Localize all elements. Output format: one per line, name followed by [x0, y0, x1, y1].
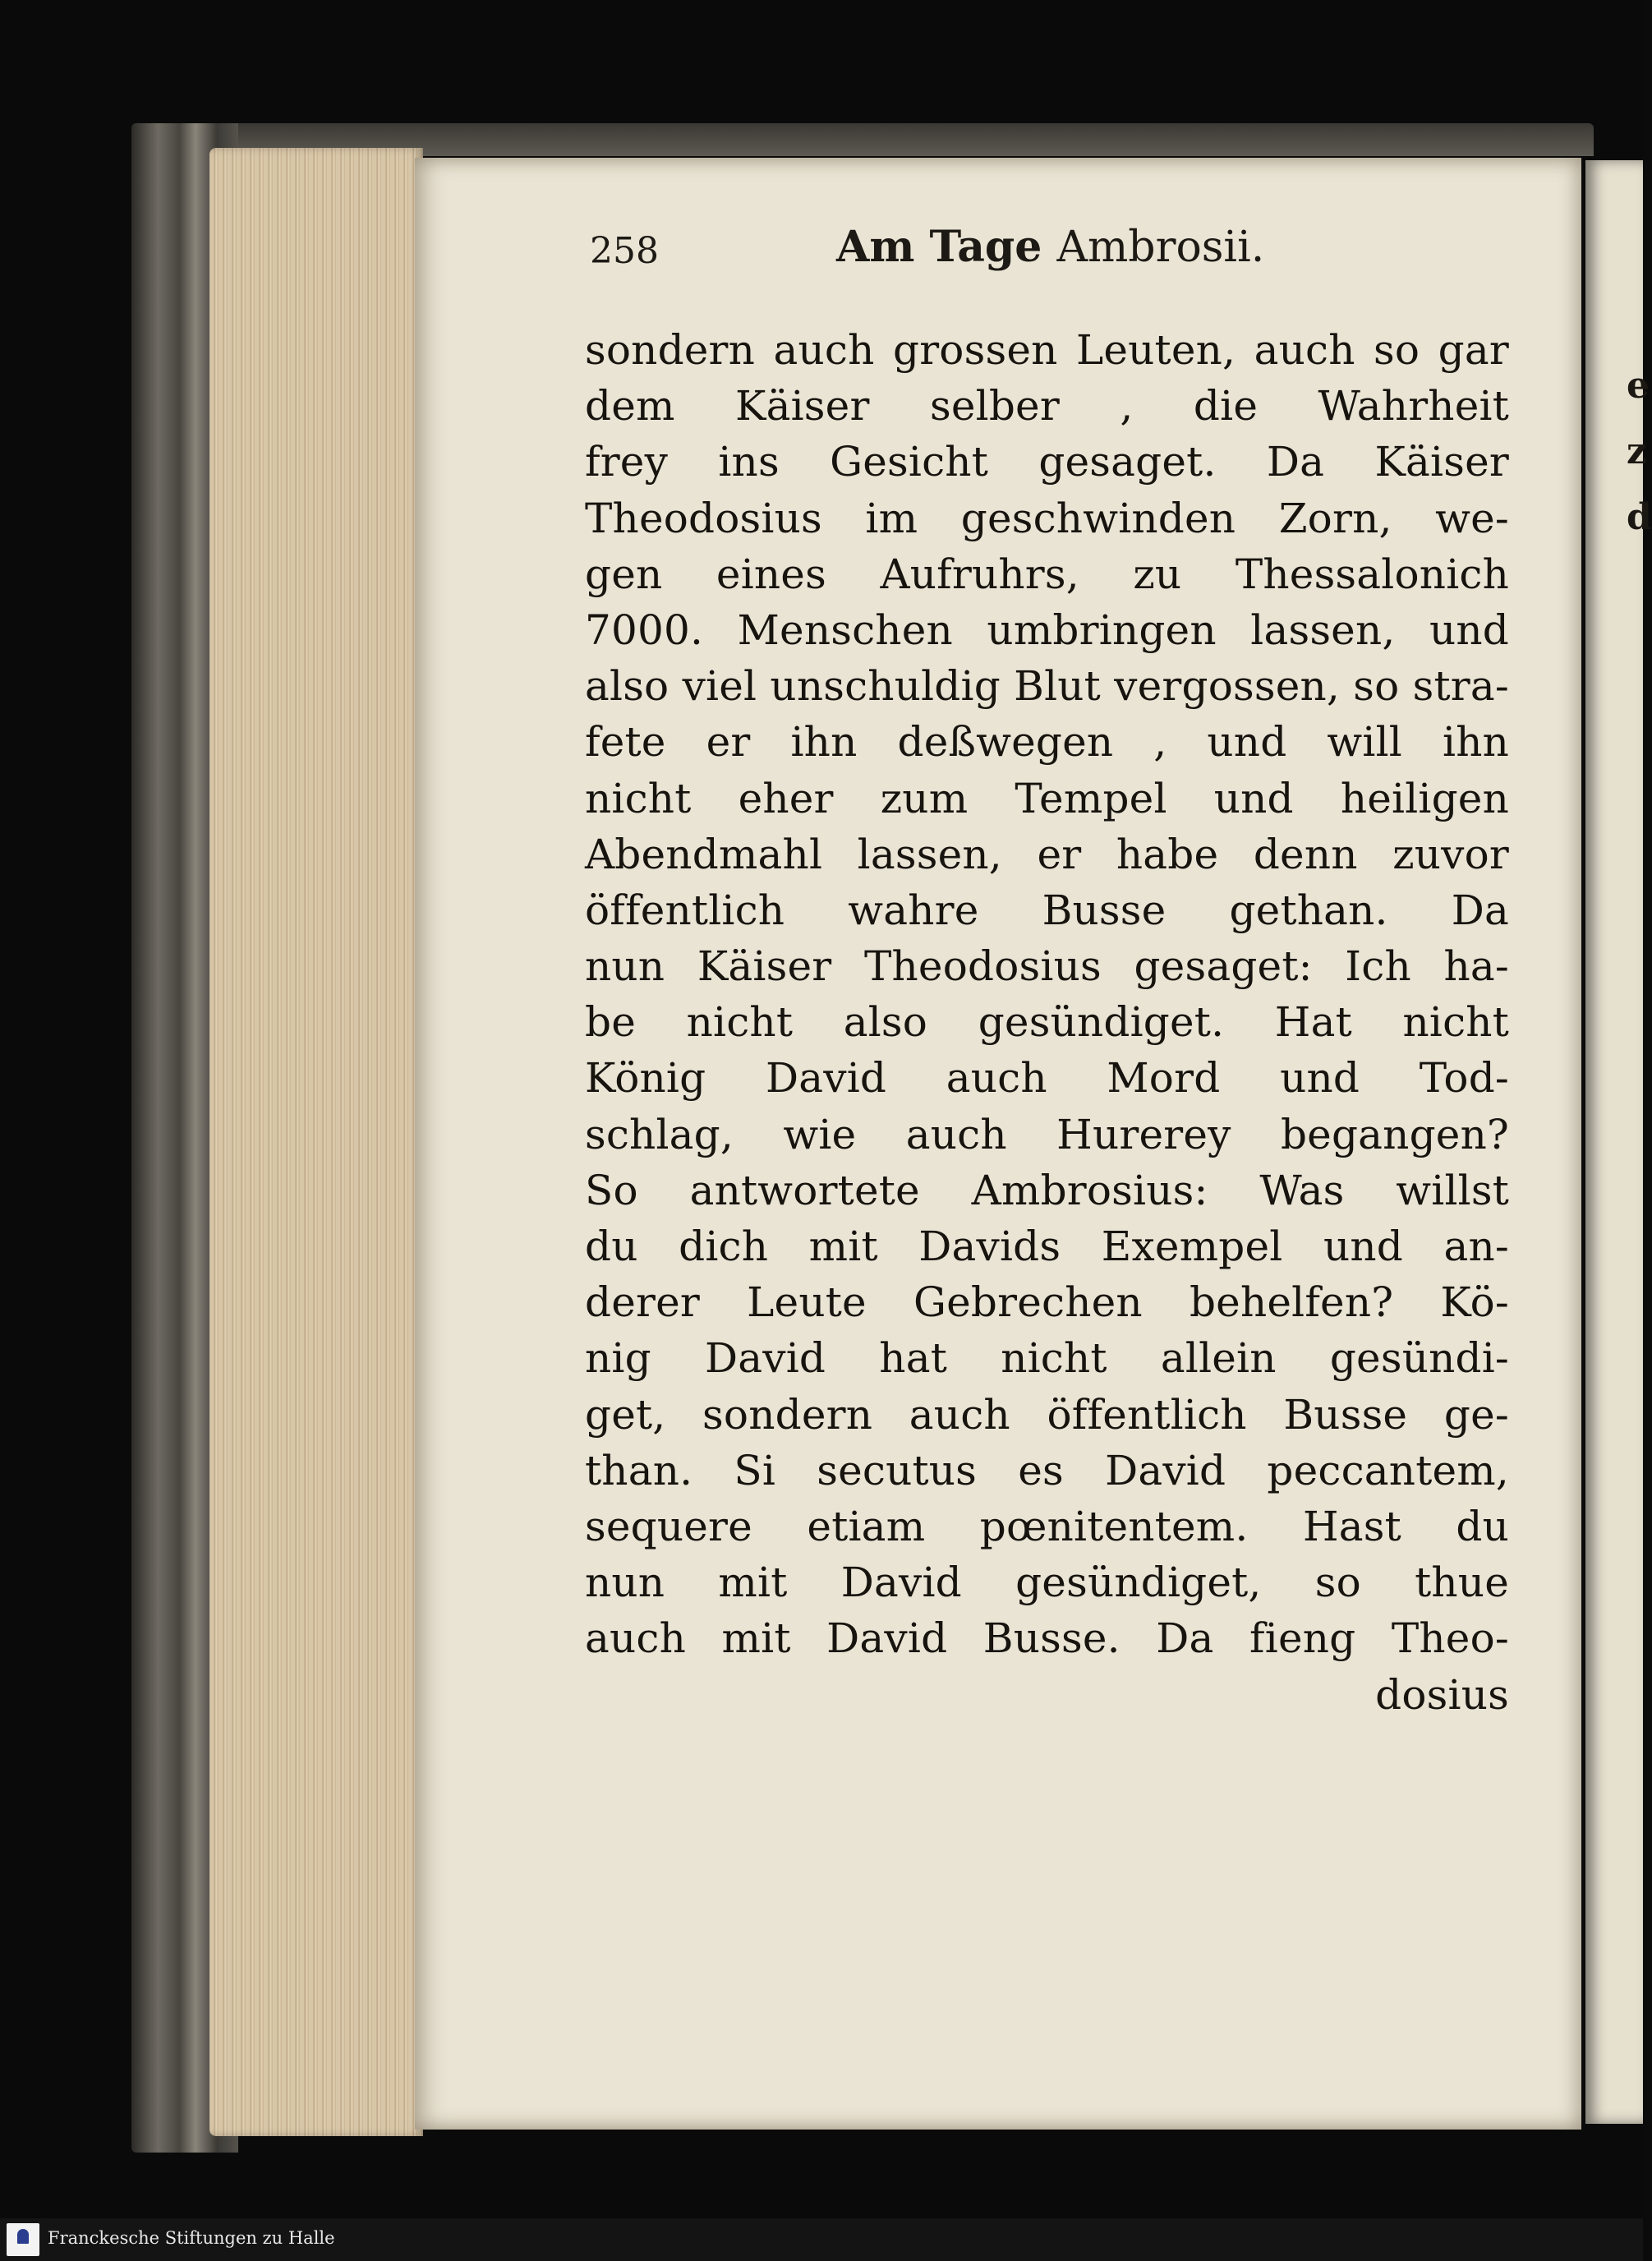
text-line: derer Leute Gebrechen behelfen? Kö-: [585, 1278, 1509, 1327]
running-title-latin: Ambrosii.: [1056, 223, 1265, 272]
text-line: Abendmahl lassen, er habe denn zuvor: [585, 830, 1509, 878]
text-line: sondern auch grossen Leuten, auch so gar: [585, 326, 1509, 374]
running-title-main: Am Tage: [836, 222, 1042, 272]
text-line: get, sondern auch öffentlich Busse ge-: [585, 1390, 1509, 1439]
text-line: dem Käiser selber , die Wahrheit: [585, 382, 1509, 431]
text-line: be nicht also gesündiget. Hat nicht: [585, 998, 1509, 1047]
text-line: nun Käiser Theodosius gesaget: Ich ha-: [585, 942, 1509, 991]
page-number: 258: [590, 230, 659, 272]
page-header: [590, 222, 1510, 279]
text-line: sequere etiam pœnitentem. Hast du: [585, 1502, 1509, 1550]
facing-page-glyphs: [1627, 353, 1652, 550]
body-text: [585, 322, 1509, 1723]
text-line: gen eines Aufruhrs, zu Thessalonich: [585, 550, 1509, 598]
facing-glyph: z: [1627, 431, 1647, 472]
text-line: Theodosius im geschwinden Zorn, we-: [585, 494, 1509, 542]
text-line: du dich mit Davids Exempel und an-: [585, 1223, 1509, 1270]
text-line: nig David hat nicht allein gesündi-: [585, 1334, 1509, 1383]
facing-glyph: d: [1627, 496, 1652, 538]
running-title: [836, 222, 1264, 272]
text-line: fete er ihn deßwegen , und will ihn: [585, 718, 1509, 767]
catchword: dosius: [1375, 1670, 1509, 1719]
text-line: nun mit David gesündiget, so thue: [585, 1559, 1509, 1607]
text-line: 7000. Menschen umbringen lassen, und: [585, 606, 1509, 654]
text-line: frey ins Gesicht gesaget. Da Käiser: [585, 438, 1509, 486]
footer-institution: Franckesche Stiftungen zu Halle: [48, 2228, 335, 2248]
text-line: auch mit David Busse. Da fieng Theo-: [585, 1614, 1509, 1663]
page-edges: [209, 148, 423, 2136]
text-line: König David auch Mord und Tod-: [585, 1054, 1509, 1103]
text-line: nicht eher zum Tempel und heiligen: [585, 774, 1509, 822]
institution-logo-icon: [7, 2223, 39, 2256]
facing-glyph: e: [1627, 365, 1650, 407]
text-line: also viel unschuldig Blut vergossen, so stra-: [585, 662, 1509, 711]
text-line: So antwortete Ambrosius: Was willst: [585, 1166, 1509, 1214]
text-line: than. Si secutus es David peccantem,: [585, 1446, 1509, 1494]
text-line: schlag, wie auch Hurerey begangen?: [585, 1110, 1509, 1158]
text-line: öffentlich wahre Busse gethan. Da: [585, 886, 1509, 934]
